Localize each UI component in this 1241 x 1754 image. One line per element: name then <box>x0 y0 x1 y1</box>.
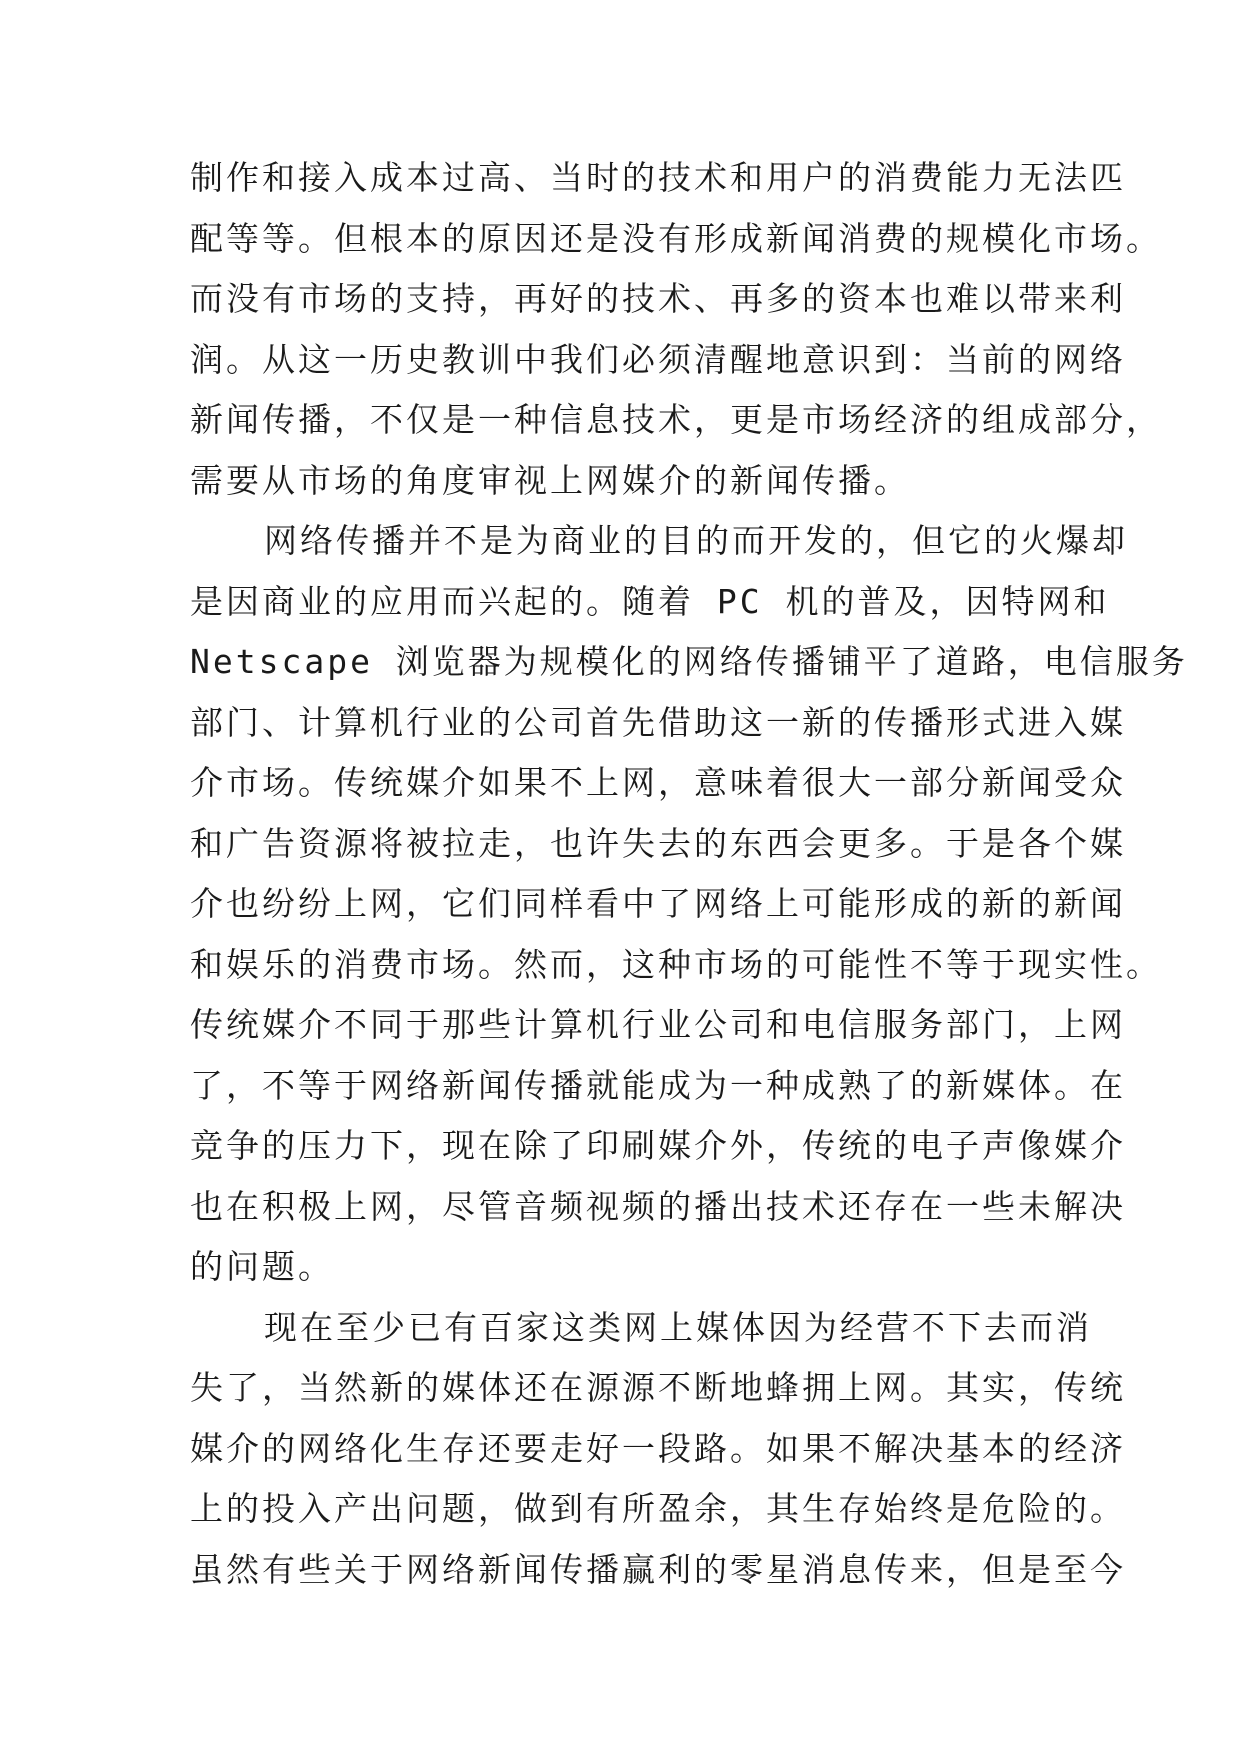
text-line: 了，不等于网络新闻传播就能成为一种成熟了的新媒体。在 <box>190 1065 1126 1105</box>
paragraph-first-line: 网络传播并不是为商业的目的而开发的，但它的火爆却 <box>264 521 1128 560</box>
text-line: 媒介的网络化生存还要走好一段路。如果不解决基本的经济 <box>190 1428 1126 1468</box>
text-line: 制作和接入成本过高、当时的技术和用户的消费能力无法匹 <box>190 158 1126 197</box>
text-line: 上的投入产出问题，做到有所盈余，其生存始终是危险的。 <box>190 1489 1126 1528</box>
text-line: 介市场。传统媒介如果不上网，意味着很大一部分新闻受众 <box>190 763 1126 802</box>
text-line: Netscape 浏览器为规模化的网络传播铺平了道路，电信服务 <box>190 642 1188 681</box>
text-line: 新闻传播，不仅是一种信息技术，更是市场经济的组成部分， <box>190 400 1162 439</box>
text-line: 介也纷纷上网，它们同样看中了网络上可能形成的新的新闻 <box>190 884 1126 923</box>
text-line: 润。从这一历史教训中我们必须清醒地意识到：当前的网络 <box>190 339 1126 379</box>
text-line: 需要从市场的角度审视上网媒介的新闻传播。 <box>190 460 910 500</box>
text-line: 而没有市场的支持，再好的技术、再多的资本也难以带来利 <box>190 279 1126 318</box>
text-line: 虽然有些关于网络新闻传播赢利的零星消息传来，但是至今 <box>190 1549 1126 1589</box>
text-line: 和广告资源将被拉走，也许失去的东西会更多。于是各个媒 <box>190 823 1126 863</box>
text-line: 失了，当然新的媒体还在源源不断地蜂拥上网。其实，传统 <box>190 1368 1126 1407</box>
text-line: 配等等。但根本的原因还是没有形成新闻消费的规模化市场。 <box>190 218 1162 258</box>
document-body <box>190 148 1188 1600</box>
text-line: 是因商业的应用而兴起的。随着 PC 机的普及，因特网和 <box>190 581 1110 621</box>
paragraph-first-line: 现在至少已有百家这类网上媒体因为经营不下去而消 <box>264 1307 1092 1347</box>
text-line: 和娱乐的消费市场。然而，这种市场的可能性不等于现实性。 <box>190 944 1162 984</box>
text-line: 传统媒介不同于那些计算机行业公司和电信服务部门，上网 <box>190 1005 1126 1044</box>
text-line: 的问题。 <box>190 1247 334 1286</box>
text-line: 也在积极上网，尽管音频视频的播出技术还存在一些未解决 <box>190 1186 1126 1226</box>
text-line: 部门、计算机行业的公司首先借助这一新的传播形式进入媒 <box>190 702 1126 742</box>
text-line: 竞争的压力下，现在除了印刷媒介外，传统的电子声像媒介 <box>190 1126 1126 1165</box>
